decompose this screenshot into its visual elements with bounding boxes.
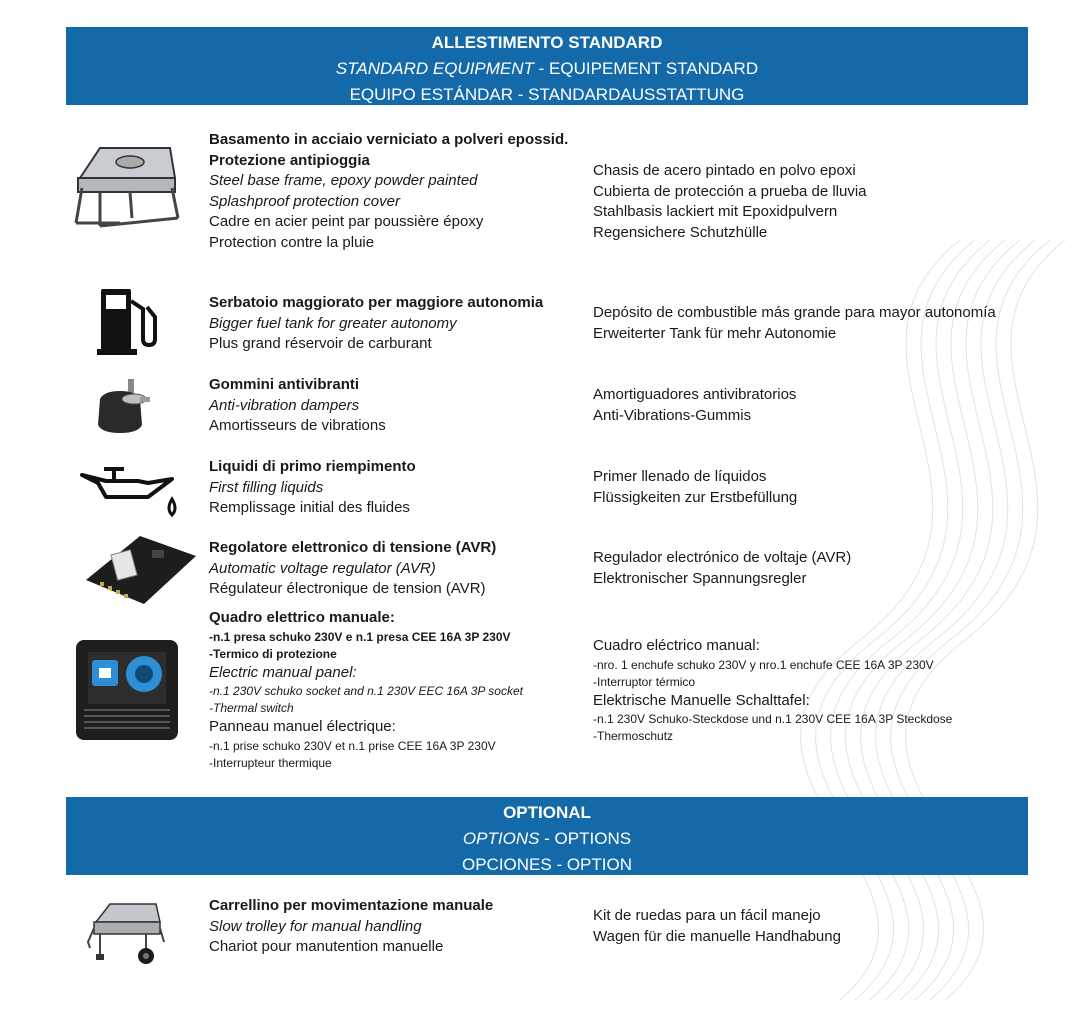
- tank-de: Erweiterter Tank für mehr Autonomie: [593, 324, 837, 342]
- liquids-fr: Remplissage initial des fluides: [209, 499, 410, 516]
- generator-frame-icon: [70, 138, 182, 230]
- standard-equipment-banner: [66, 27, 1028, 105]
- panel-en-2: -Thermal switch: [209, 701, 294, 715]
- optional-subtitle: OPTIONS - OPTIONS: [462, 829, 632, 848]
- dampers-es: Amortiguadores antivibratorios: [593, 386, 797, 403]
- trolley-icon: [86, 898, 166, 968]
- background-wave-pattern: [720, 240, 1076, 1000]
- avr-es: Regulador electrónico de voltaje (AVR): [593, 549, 852, 566]
- avr-it: Regolatore elettronico di tensione (AVR): [209, 539, 497, 556]
- liquids-en: First filling liquids: [209, 478, 324, 496]
- panel-fr-1: -n.1 prise schuko 230V et n.1 prise CEE 16A 3P 230V: [209, 738, 496, 753]
- optional-title: OPTIONAL: [503, 803, 591, 822]
- panel-en-title: Electric manual panel:: [209, 663, 357, 681]
- panel-es-1: -nro. 1 enchufe schuko 230V y nro.1 enchufe CEE 16A 3P 230V: [593, 657, 934, 672]
- frame-it-2: Protezione antipioggia: [209, 151, 370, 169]
- frame-de-2: Regensichere Schutzhülle: [593, 223, 768, 241]
- banner-subtitle: STANDARD EQUIPMENT - EQUIPEMENT STANDARD: [335, 59, 759, 78]
- avr-fr: Régulateur électronique de tension (AVR): [209, 580, 486, 597]
- frame-en-2: Splashproof protection cover: [209, 192, 400, 210]
- trolley-en: Slow trolley for manual handling: [209, 917, 422, 935]
- dampers-it: Gommini antivibranti: [209, 376, 360, 393]
- panel-fr-2: -Interrupteur thermique: [209, 755, 332, 770]
- trolley-es: Kit de ruedas para un fácil manejo: [593, 907, 821, 924]
- trolley-de: Wagen für die manuelle Handhabung: [593, 927, 841, 945]
- tank-fr: Plus grand réservoir de carburant: [209, 335, 432, 352]
- dampers-en: Anti-vibration dampers: [209, 396, 360, 414]
- panel-de-title: Elektrische Manuelle Schalttafel:: [593, 691, 810, 709]
- panel-it-title: Quadro elettrico manuale:: [209, 609, 395, 626]
- optional-banner: [66, 797, 1028, 875]
- fuel-pump-icon: [95, 287, 159, 357]
- frame-es-1: Chasis de acero pintado en polvo epoxi: [593, 162, 856, 179]
- avr-board-icon: [80, 530, 200, 608]
- frame-fr-1: Cadre en acier peint par poussière époxy: [209, 213, 484, 230]
- tank-en: Bigger fuel tank for greater autonomy: [209, 314, 457, 332]
- panel-en-1: -n.1 230V schuko socket and n.1 230V EEC 16A 3P socket: [209, 684, 523, 698]
- banner-subtitle-2: EQUIPO ESTÁNDAR - STANDARDAUSSTATTUNG: [349, 85, 745, 104]
- avr-en: Automatic voltage regulator (AVR): [209, 559, 436, 577]
- avr-de: Elektronischer Spannungsregler: [593, 569, 807, 587]
- liquids-es: Primer llenado de líquidos: [593, 468, 767, 485]
- panel-it-1: -n.1 presa schuko 230V e n.1 presa CEE 16A 3P 230V: [209, 629, 511, 644]
- frame-es-2: Cubierta de protección a prueba de lluvia: [593, 182, 867, 200]
- frame-de-1: Stahlbasis lackiert mit Epoxidpulvern: [593, 203, 838, 220]
- damper-icon: [90, 375, 152, 437]
- liquids-de: Flüssigkeiten zur Erstbefüllung: [593, 488, 798, 506]
- liquids-it: Liquidi di primo riempimento: [209, 458, 416, 475]
- panel-de-2: -Thermoschutz: [593, 729, 674, 743]
- tank-it: Serbatoio maggiorato per maggiore autonomia: [209, 294, 544, 311]
- panel-es-2: -Interruptor térmico: [593, 674, 696, 689]
- frame-en-1: Steel base frame, epoxy powder painted: [209, 172, 478, 189]
- frame-it-1: Basamento in acciaio verniciato a polveri epossid.: [209, 131, 569, 148]
- panel-it-2: -Termico di protezione: [209, 646, 337, 661]
- dampers-de: Anti-Vibrations-Gummis: [593, 406, 752, 424]
- panel-fr-title: Panneau manuel électrique:: [209, 718, 396, 735]
- dampers-fr: Amortisseurs de vibrations: [209, 417, 386, 434]
- panel-de-1: -n.1 230V Schuko-Steckdose und n.1 230V CEE 16A 3P Steckdose: [593, 712, 953, 726]
- trolley-it: Carrellino per movimentazione manuale: [209, 897, 494, 914]
- oil-can-icon: [78, 461, 180, 521]
- tank-es: Depósito de combustible más grande para mayor autonomía: [593, 304, 996, 321]
- panel-es-title: Cuadro eléctrico manual:: [593, 637, 760, 654]
- optional-subtitle-2: OPCIONES - OPTION: [461, 855, 633, 874]
- frame-fr-2: Protection contre la pluie: [209, 233, 375, 251]
- trolley-fr: Chariot pour manutention manuelle: [209, 938, 444, 955]
- control-panel-icon: [74, 638, 180, 742]
- banner-title: ALLESTIMENTO STANDARD: [431, 33, 663, 52]
